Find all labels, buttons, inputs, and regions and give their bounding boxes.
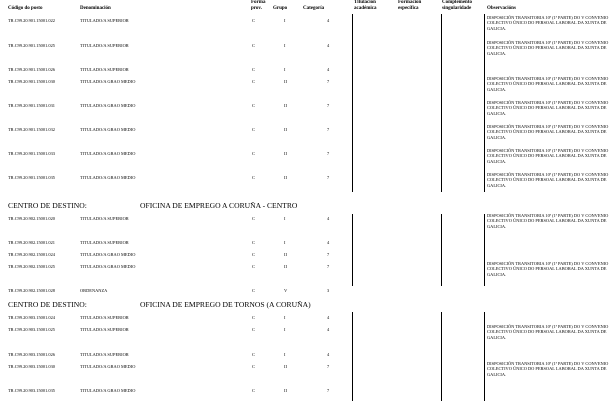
cell-categoria: 3: [327, 288, 330, 293]
cell-observacions: DISPOSICIÓN TRANSITORIA 10ª (1ª PARTE) DO V CONVENIO COLECTIVO ÚNICO DO PERSOAL LABORAL DA XUNTA DE GALICIA.: [487, 124, 609, 140]
cell-forma-prov: C: [252, 127, 255, 132]
cell-denominacion: TITULADO/A GRAO MEDIO: [80, 127, 136, 132]
cell-observacions: DISPOSICIÓN TRANSITORIA 10ª (1ª PARTE) DO V CONVENIO COLECTIVO ÚNICO DO PERSOAL LABORAL DA XUNTA DE GALICIA.: [487, 261, 609, 277]
header-grupo: Grupo: [273, 6, 288, 11]
cell-observacions: DISPOSICIÓN TRANSITORIA 10ª (1ª PARTE) DO V CONVENIO COLECTIVO ÚNICO DO PERSOAL LABORAL DA XUNTA DE GALICIA.: [487, 40, 609, 56]
cell-grupo: I: [284, 216, 286, 221]
header-complemento: Complemento singularidade: [442, 0, 472, 11]
cell-categoria: 7: [327, 364, 330, 369]
cell-denominacion: TITULADO/A GRAO MEDIO: [80, 388, 136, 393]
cell-codigo: TR.C99.20.901.15001.035: [8, 175, 55, 180]
cell-codigo: TR.C99.20.901.15001.032: [8, 127, 55, 132]
divider-titulacion-3: [352, 312, 353, 401]
cell-categoria: 7: [327, 127, 330, 132]
header-formacion: Formación específica: [398, 0, 422, 11]
cell-denominacion: TITULADO/A GRAO MEDIO: [80, 103, 136, 108]
cell-categoria: 7: [327, 175, 330, 180]
cell-forma-prov: C: [252, 67, 255, 72]
cell-forma-prov: C: [252, 364, 255, 369]
cell-observacions: DISPOSICIÓN TRANSITORIA 10ª (1ª PARTE) DO V CONVENIO COLECTIVO ÚNICO DO PERSOAL LABORAL DA XUNTA DE GALICIA.: [487, 148, 609, 164]
centro-destino-name: OFICINA DE EMPREGO A CORUÑA - CENTRO: [140, 201, 298, 210]
cell-categoria: 4: [327, 216, 330, 221]
divider-titulacion: [352, 14, 353, 192]
cell-denominacion: TITULADO/A SUPERIOR: [80, 352, 129, 357]
header-titulacion: Titulación académica: [354, 0, 377, 11]
cell-categoria: 4: [327, 315, 330, 320]
cell-forma-prov: C: [252, 288, 255, 293]
cell-forma-prov: C: [252, 352, 255, 357]
cell-grupo: I: [284, 67, 286, 72]
cell-grupo: II: [284, 175, 287, 180]
cell-grupo: II: [284, 252, 287, 257]
cell-forma-prov: C: [252, 315, 255, 320]
cell-categoria: 7: [327, 79, 330, 84]
cell-codigo: TR.C99.20.903.15001.026: [8, 352, 55, 357]
cell-codigo: TR.C99.20.901.15001.025: [8, 43, 55, 48]
cell-forma-prov: C: [252, 175, 255, 180]
cell-codigo: TR.C99.20.902.15001.024: [8, 252, 55, 257]
cell-codigo: TR.C99.20.902.15001.028: [8, 288, 55, 293]
cell-denominacion: TITULADO/A GRAO MEDIO: [80, 175, 136, 180]
cell-codigo: TR.C99.20.903.15001.025: [8, 327, 55, 332]
cell-categoria: 4: [327, 327, 330, 332]
cell-codigo: TR.C99.20.902.15001.025: [8, 264, 55, 269]
cell-denominacion: TITULADO/A SUPERIOR: [80, 18, 129, 23]
cell-categoria: 4: [327, 352, 330, 357]
cell-observacions: DISPOSICIÓN TRANSITORIA 10ª (1ª PARTE) DO V CONVENIO COLECTIVO ÚNICO DO PERSOAL LABORAL DA XUNTA DE GALICIA.: [487, 76, 609, 92]
cell-denominacion: TITULADO/A SUPERIOR: [80, 216, 129, 221]
cell-denominacion: TITULADO/A SUPERIOR: [80, 67, 129, 72]
cell-codigo: TR.C99.20.903.15001.024: [8, 315, 55, 320]
cell-forma-prov: C: [252, 79, 255, 84]
cell-codigo: TR.C99.20.903.15001.035: [8, 388, 55, 393]
cell-grupo: V: [284, 288, 288, 293]
cell-codigo: TR.C99.20.901.15001.022: [8, 18, 55, 23]
cell-grupo: II: [284, 151, 287, 156]
cell-categoria: 7: [327, 103, 330, 108]
cell-denominacion: TITULADO/A SUPERIOR: [80, 43, 129, 48]
cell-observacions: DISPOSICIÓN TRANSITORIA 10ª (1ª PARTE) DO V CONVENIO COLECTIVO ÚNICO DO PERSOAL LABORAL DA XUNTA DE GALICIA.: [487, 213, 609, 229]
cell-categoria: 7: [327, 388, 330, 393]
header-categoria: Categoría: [303, 6, 325, 11]
header-observacions: Observacións: [487, 6, 516, 11]
header-denominacion: Denominación: [80, 6, 111, 11]
divider-complemento-2: [441, 214, 442, 286]
cell-grupo: I: [284, 315, 286, 320]
cell-forma-prov: C: [252, 388, 255, 393]
cell-observacions: DISPOSICIÓN TRANSITORIA 10ª (1ª PARTE) DO V CONVENIO COLECTIVO ÚNICO DO PERSOAL LABORAL DA XUNTA DE GALICIA.: [487, 100, 609, 116]
cell-categoria: 7: [327, 151, 330, 156]
cell-denominacion: TITULADO/A SUPERIOR: [80, 327, 129, 332]
cell-codigo: TR.C99.20.903.15001.030: [8, 364, 55, 369]
divider-observacions-3: [484, 312, 485, 401]
cell-codigo: TR.C99.20.901.15001.026: [8, 67, 55, 72]
cell-denominacion: TITULADO/A GRAO MEDIO: [80, 79, 136, 84]
cell-codigo: TR.C99.20.902.15001.021: [8, 240, 55, 245]
cell-forma-prov: C: [252, 103, 255, 108]
cell-grupo: I: [284, 327, 286, 332]
centro-destino-name: OFICINA DE EMPREGO DE TORNOS (A CORUÑA): [140, 300, 311, 309]
cell-observacions: DISPOSICIÓN TRANSITORIA 10ª (1ª PARTE) DO V CONVENIO COLECTIVO ÚNICO DO PERSOAL LABORAL DA XUNTA DE GALICIA.: [487, 172, 609, 188]
cell-codigo: TR.C99.20.901.15001.033: [8, 151, 55, 156]
cell-denominacion: TITULADO/A GRAO MEDIO: [80, 252, 136, 257]
cell-forma-prov: C: [252, 252, 255, 257]
cell-grupo: II: [284, 79, 287, 84]
cell-grupo: I: [284, 240, 286, 245]
cell-codigo: TR.C99.20.901.15001.030: [8, 79, 55, 84]
centro-destino-label: CENTRO DE DESTINO:: [8, 300, 87, 309]
cell-observacions: DISPOSICIÓN TRANSITORIA 10ª (1ª PARTE) DO V CONVENIO COLECTIVO ÚNICO DO PERSOAL LABORAL DA XUNTA DE GALICIA.: [487, 15, 609, 31]
cell-observacions: DISPOSICIÓN TRANSITORIA 10ª (1ª PARTE) DO V CONVENIO COLECTIVO ÚNICO DO PERSOAL LABORAL DA XUNTA DE GALICIA.: [487, 361, 609, 377]
divider-observacions-2: [484, 214, 485, 286]
cell-grupo: II: [284, 264, 287, 269]
cell-grupo: II: [284, 364, 287, 369]
cell-grupo: I: [284, 18, 286, 23]
divider-observacions: [484, 14, 485, 192]
cell-denominacion: TITULADO/A SUPERIOR: [80, 315, 129, 320]
cell-grupo: II: [284, 388, 287, 393]
divider-complemento-3: [441, 312, 442, 401]
cell-categoria: 4: [327, 240, 330, 245]
cell-forma-prov: C: [252, 216, 255, 221]
cell-codigo: TR.C99.20.901.15001.031: [8, 103, 55, 108]
header-forma-prov: Forma prov.: [251, 0, 266, 11]
divider-complemento: [441, 14, 442, 192]
centro-destino-label: CENTRO DE DESTINO:: [8, 201, 87, 210]
cell-categoria: 7: [327, 264, 330, 269]
cell-forma-prov: C: [252, 240, 255, 245]
cell-grupo: II: [284, 127, 287, 132]
cell-denominacion: TITULADO/A GRAO MEDIO: [80, 264, 136, 269]
cell-grupo: I: [284, 352, 286, 357]
cell-forma-prov: C: [252, 151, 255, 156]
cell-denominacion: ORDENANZA: [80, 288, 108, 293]
cell-forma-prov: C: [252, 43, 255, 48]
cell-forma-prov: C: [252, 264, 255, 269]
divider-titulacion-2: [352, 214, 353, 286]
cell-forma-prov: C: [252, 327, 255, 332]
cell-denominacion: TITULADO/A GRAO MEDIO: [80, 364, 136, 369]
cell-denominacion: TITULADO/A SUPERIOR: [80, 240, 129, 245]
cell-codigo: TR.C99.20.902.15001.020: [8, 216, 55, 221]
cell-observacions: DISPOSICIÓN TRANSITORIA 10ª (1ª PARTE) DO V CONVENIO COLECTIVO ÚNICO DO PERSOAL LABORAL DA XUNTA DE GALICIA.: [487, 324, 609, 340]
cell-denominacion: TITULADO/A GRAO MEDIO: [80, 151, 136, 156]
cell-categoria: 4: [327, 67, 330, 72]
cell-grupo: I: [284, 43, 286, 48]
cell-grupo: II: [284, 103, 287, 108]
header-codigo: Código do posto: [8, 6, 43, 11]
cell-categoria: 4: [327, 43, 330, 48]
cell-categoria: 7: [327, 252, 330, 257]
cell-forma-prov: C: [252, 18, 255, 23]
cell-categoria: 4: [327, 18, 330, 23]
